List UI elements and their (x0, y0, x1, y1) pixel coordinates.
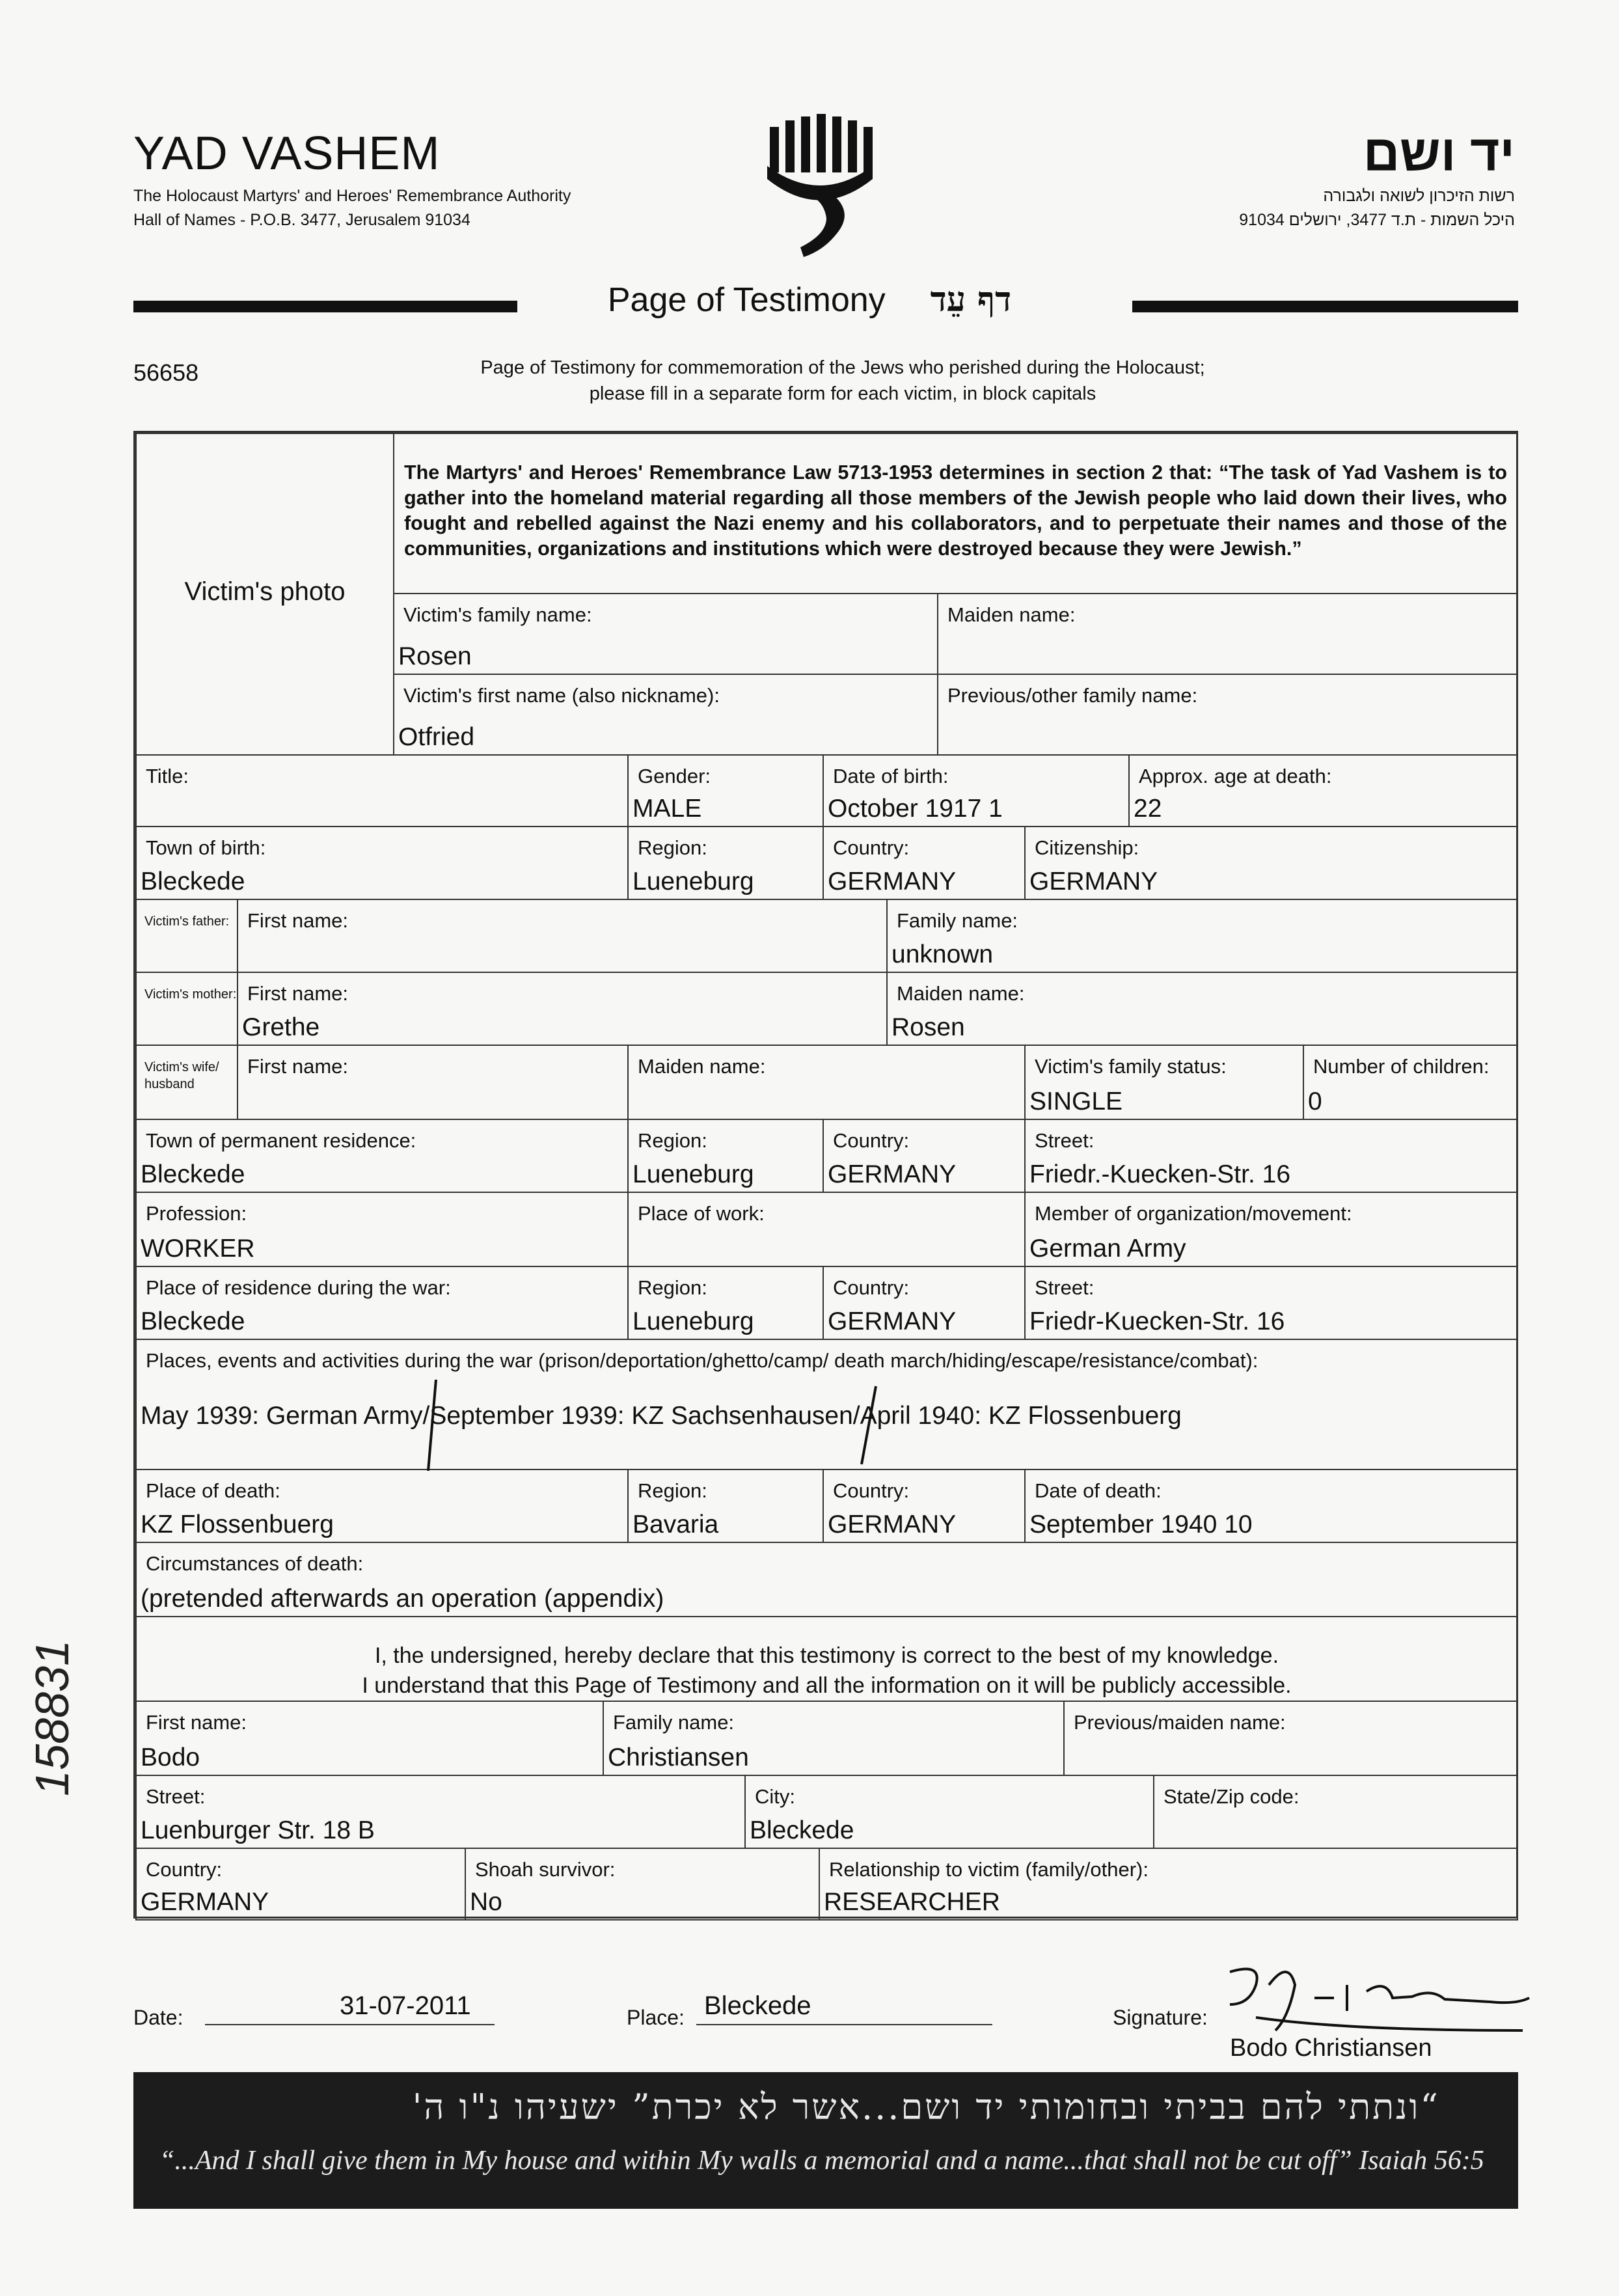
field-value: GERMANY (828, 1510, 957, 1538)
mother-first-name-field[interactable] (237, 972, 888, 1046)
document-number: 56658 (133, 359, 199, 386)
field-label: Shoah survivor: (475, 1858, 616, 1881)
field-label: Street: (1035, 1276, 1095, 1299)
field-value: Friedr-Kuecken-Str. 16 (1029, 1307, 1285, 1335)
field-label: First name: (247, 1055, 349, 1078)
field-label: Member of organization/movement: (1035, 1202, 1352, 1225)
residence-country-field[interactable] (823, 1119, 1026, 1193)
field-label: Title: (146, 765, 189, 787)
field-label: Region: (638, 1479, 707, 1502)
field-value: Bleckede (141, 868, 245, 895)
field-value: Bavaria (633, 1510, 719, 1538)
signature-name: Bodo Christiansen (1230, 2034, 1432, 2062)
profession-field[interactable] (135, 1192, 629, 1267)
side-label-text: Victim's mother: (144, 987, 237, 1002)
submitter-first-name-field[interactable] (135, 1701, 604, 1776)
field-value: GERMANY (1029, 868, 1158, 895)
org-address-he: היכל השמות - ת.ד 3477, ירושלים 91034 (1239, 211, 1515, 229)
residence-region-field[interactable] (627, 1119, 824, 1193)
field-value: No (470, 1888, 502, 1916)
circumstances-of-death-field[interactable] (135, 1542, 1518, 1617)
field-label: Street: (1035, 1129, 1095, 1152)
field-label: Profession: (146, 1202, 247, 1225)
date-value[interactable]: 31-07-2011 (340, 1991, 471, 2020)
field-value: GERMANY (828, 868, 957, 895)
field-label: Victim's family name: (403, 603, 592, 626)
field-label: Place of residence during the war: (146, 1276, 451, 1299)
field-value: Bleckede (750, 1816, 854, 1844)
number-of-children-field[interactable] (1303, 1045, 1518, 1120)
family-status-field[interactable] (1024, 1045, 1304, 1120)
victim-previous-name-field[interactable] (937, 674, 1518, 756)
victim-photo-label: Victim's photo (184, 577, 346, 606)
field-label: Maiden name: (947, 603, 1076, 626)
signature-label: Signature: (1113, 2006, 1208, 2029)
victim-dob-field[interactable] (823, 754, 1130, 827)
field-label: Country: (833, 1479, 910, 1502)
banner-hebrew-quote: “ונתתי להם בביתי ובחומותי יד ושם...אשר לא יכרת” ישעיהו נ"ו ה' (412, 2086, 1440, 2127)
field-value: Christiansen (608, 1743, 749, 1771)
submitter-previous-name-field[interactable] (1063, 1701, 1518, 1776)
banner-english-quote: “...And I shall give them in My house and within My walls a memorial and a name...that shall not be cut off” Isaiah 56:5 (159, 2146, 1484, 2176)
field-label: Date of birth: (833, 765, 949, 787)
field-value: May 1939: German Army/September 1939: KZ Sachsenhausen/April 1940: KZ Flossenbuerg (141, 1402, 1182, 1430)
org-name-he: יד ושם (1363, 124, 1515, 182)
father-first-name-field[interactable] (237, 899, 888, 973)
org-name-en: YAD VASHEM (133, 128, 441, 180)
field-label: Maiden name: (897, 982, 1025, 1005)
field-label: Victim's family status: (1035, 1055, 1227, 1078)
intro-line-1: Page of Testimony for commemoration of the Jews who perished during the Holocaust; (480, 357, 1205, 378)
submitter-country-field[interactable] (135, 1848, 466, 1920)
shoah-survivor-field[interactable] (465, 1848, 820, 1920)
birth-region-field[interactable] (627, 826, 824, 900)
field-value: Grethe (242, 1013, 320, 1041)
field-value: RESEARCHER (824, 1888, 1000, 1916)
field-value: Lueneburg (633, 868, 754, 895)
mother-maiden-name-field[interactable] (886, 972, 1518, 1046)
field-label: State/Zip code: (1163, 1785, 1299, 1808)
field-label: Place of death: (146, 1479, 280, 1502)
declaration-text (137, 1641, 1517, 1701)
field-label: Gender: (638, 765, 711, 787)
field-value: MALE (633, 795, 702, 823)
date-label: Date: (133, 2006, 184, 2029)
field-label: Family name: (897, 909, 1018, 932)
field-label: Country: (833, 1129, 910, 1152)
citizenship-field[interactable] (1024, 826, 1518, 900)
field-value: Otfried (398, 723, 475, 751)
org-subtitle-he-1: רשות הזיכרון לשואה ולגבורה (1323, 187, 1515, 205)
victim-gender-field[interactable] (627, 754, 824, 827)
residence-street-field[interactable] (1024, 1119, 1518, 1193)
field-value: unknown (891, 940, 994, 968)
submitter-city-field[interactable] (744, 1775, 1154, 1849)
page-title-he: דף עֵד (930, 280, 1012, 320)
page-title (0, 280, 1619, 320)
side-label-text: Victim's father: (144, 914, 230, 929)
field-value: Friedr.-Kuecken-Str. 16 (1029, 1160, 1291, 1188)
field-value: German Army (1029, 1235, 1186, 1263)
victim-age-field[interactable] (1128, 754, 1518, 827)
field-label: Citizenship: (1035, 836, 1139, 859)
law-text: The Martyrs' and Heroes' Remembrance Law 5713-1953 determines in section 2 that: “The task of Yad Vashem is to gather into the homeland material regarding all those members of the Jewish people who laid down their lives, who fought and rebelled against the Nazi enemy and his collaborators, and to perpetuate their names and those of the communities, organizations and institutions which were destroyed because they were Jewish.” (404, 461, 1507, 560)
declaration-line-2: I understand that this Page of Testimony and all the information on it will be publicly accessible. (362, 1673, 1292, 1698)
field-value: September 1940 10 (1029, 1510, 1253, 1538)
field-label: Previous/other family name: (947, 684, 1198, 707)
field-label: First name: (146, 1711, 247, 1734)
org-address-en: Hall of Names - P.O.B. 3477, Jerusalem 91034 (133, 211, 470, 229)
field-label: First name: (247, 909, 349, 932)
war-street-field[interactable] (1024, 1266, 1518, 1340)
intro-line-2: please fill in a separate form for each victim, in block capitals (589, 383, 1096, 404)
war-region-field[interactable] (627, 1266, 824, 1340)
victim-family-name-field[interactable] (393, 593, 938, 675)
field-label: Number of children: (1313, 1055, 1490, 1078)
field-value: Rosen (398, 642, 472, 670)
field-value: Bodo (141, 1743, 200, 1771)
declaration-box (135, 1616, 1518, 1702)
organization-member-field[interactable] (1024, 1192, 1518, 1267)
spouse-side-label (135, 1045, 238, 1120)
intro-text (364, 355, 1321, 407)
field-value: Lueneburg (633, 1160, 754, 1188)
testimony-form (133, 431, 1518, 1919)
victim-first-name-field[interactable] (393, 674, 938, 756)
field-value: GERMANY (141, 1888, 269, 1916)
menorah-logo-icon (765, 114, 875, 260)
submitter-state-zip-field[interactable] (1153, 1775, 1518, 1849)
father-side-label (135, 899, 238, 973)
scripture-banner (133, 2072, 1518, 2209)
field-label: City: (755, 1785, 795, 1808)
field-value: Rosen (891, 1013, 965, 1041)
relationship-field[interactable] (819, 1848, 1518, 1920)
victim-maiden-name-field[interactable] (937, 593, 1518, 675)
field-value: October 1917 1 (828, 795, 1003, 823)
submitter-street-field[interactable] (135, 1775, 746, 1849)
date-of-death-field[interactable] (1024, 1469, 1518, 1543)
field-label: Region: (638, 1129, 707, 1152)
field-label: Region: (638, 1276, 707, 1299)
field-label: Circumstances of death: (146, 1552, 364, 1575)
place-of-work-field[interactable] (627, 1192, 1026, 1267)
place-line (696, 2024, 992, 2025)
field-value: Bleckede (141, 1160, 245, 1188)
field-label: Previous/maiden name: (1074, 1711, 1286, 1734)
field-value: SINGLE (1029, 1087, 1123, 1115)
field-value: Luenburger Str. 18 B (141, 1816, 375, 1844)
field-label: Country: (833, 836, 910, 859)
side-label-text: Victim's wife/ husband (144, 1060, 219, 1091)
birth-country-field[interactable] (823, 826, 1026, 900)
field-value: GERMANY (828, 1307, 957, 1335)
submitter-family-name-field[interactable] (603, 1701, 1065, 1776)
war-country-field[interactable] (823, 1266, 1026, 1340)
law-text-box (393, 433, 1518, 594)
field-label: Street: (146, 1785, 206, 1808)
field-label: Family name: (613, 1711, 735, 1734)
field-label: First name: (247, 982, 349, 1005)
permanent-residence-town-field[interactable] (135, 1119, 629, 1193)
place-value[interactable]: Bleckede (704, 1991, 811, 2020)
field-value: KZ Flossenbuerg (141, 1510, 334, 1538)
field-value: 0 (1308, 1087, 1322, 1115)
place-of-death-field[interactable] (135, 1469, 629, 1543)
field-value: 22 (1134, 795, 1162, 823)
field-label: Place of work: (638, 1202, 765, 1225)
field-value: Bleckede (141, 1307, 245, 1335)
date-line (205, 2024, 495, 2025)
field-label: Town of permanent residence: (146, 1129, 416, 1152)
mother-side-label (135, 972, 238, 1046)
declaration-line-1: I, the undersigned, hereby declare that this testimony is correct to the best of my knowledge. (374, 1643, 1279, 1668)
signature-scribble-icon[interactable] (1217, 1959, 1542, 2037)
death-region-field[interactable] (627, 1469, 824, 1543)
field-label: Maiden name: (638, 1055, 766, 1078)
death-country-field[interactable] (823, 1469, 1026, 1543)
field-label: Approx. age at death: (1139, 765, 1332, 787)
field-label: Date of death: (1035, 1479, 1162, 1502)
spouse-maiden-name-field[interactable] (627, 1045, 1026, 1120)
field-label: Victim's first name (also nickname): (403, 684, 720, 707)
org-subtitle-en-1: The Holocaust Martyrs' and Heroes' Remembrance Authority (133, 187, 571, 205)
field-label: Places, events and activities during the war (prison/deportation/ghetto/camp/ death march/hiding/escape/resistance/combat): (146, 1349, 1258, 1372)
field-value: GERMANY (828, 1160, 957, 1188)
field-value: (pretended afterwards an operation (appendix) (141, 1585, 664, 1613)
spouse-first-name-field[interactable] (237, 1045, 629, 1120)
page-title-en: Page of Testimony (607, 281, 886, 319)
field-label: Relationship to victim (family/other): (829, 1858, 1149, 1881)
field-label: Country: (833, 1276, 910, 1299)
father-family-name-field[interactable] (886, 899, 1518, 973)
victim-title-field[interactable] (135, 754, 629, 827)
handwritten-reference-number: 158831 (27, 1639, 79, 1796)
war-residence-field[interactable] (135, 1266, 629, 1340)
field-label: Region: (638, 836, 707, 859)
field-label: Country: (146, 1858, 223, 1881)
field-value: WORKER (141, 1235, 255, 1263)
field-label: Town of birth: (146, 836, 266, 859)
handwritten-separator-marks (403, 1373, 924, 1477)
victim-photo-box[interactable] (135, 433, 394, 756)
field-value: Lueneburg (633, 1307, 754, 1335)
town-of-birth-field[interactable] (135, 826, 629, 900)
place-label: Place: (627, 2006, 685, 2029)
